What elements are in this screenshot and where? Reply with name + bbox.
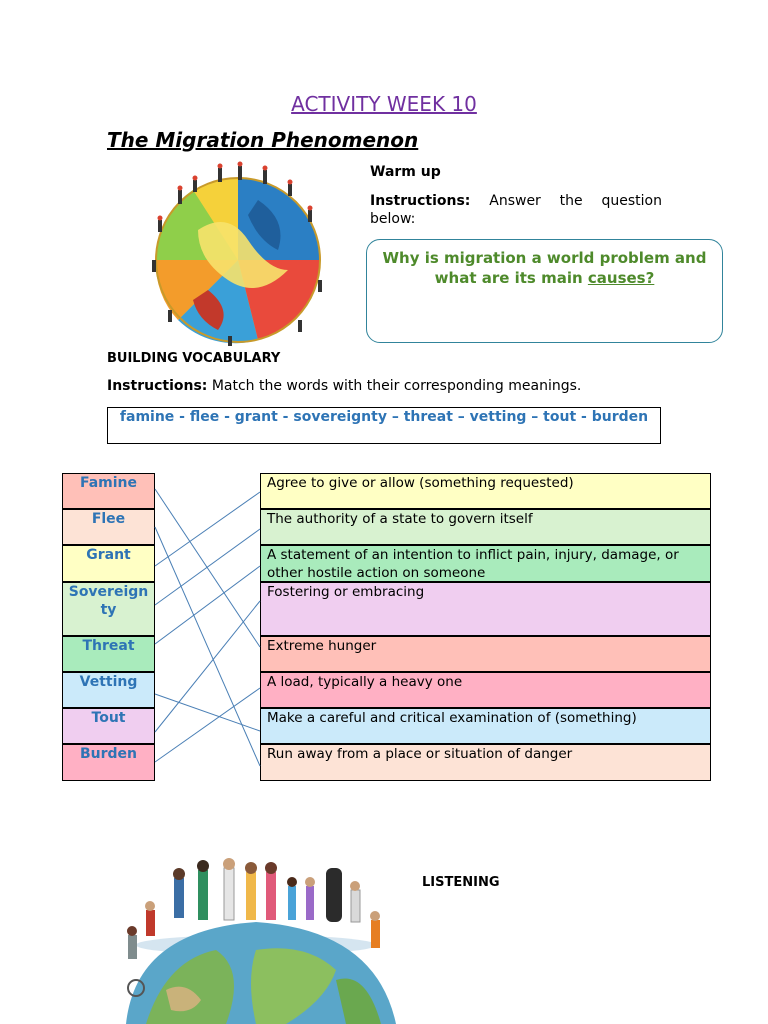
page-subtitle: The Migration Phenomenon [107,128,419,152]
question-main: Why is migration a world problem and what are its main [382,249,707,287]
match-line [155,492,260,566]
meaning-cell: Run away from a place or situation of danger [260,744,711,781]
question-box [366,239,723,343]
question-text [367,248,722,288]
match-line [155,601,260,732]
word-cell: Flee [62,509,155,545]
match-line [155,694,260,731]
word-cell: Famine [62,473,155,509]
meaning-cell: Make a careful and critical examination of (something) [260,708,711,744]
match-line [155,688,260,762]
vocabulary-heading: BUILDING VOCABULARY [107,351,281,366]
vocabulary-instructions-text: Match the words with their corresponding meanings. [207,378,582,394]
question-underlined: causes? [587,269,655,287]
word-cell: Tout [62,708,155,744]
warmup-heading: Warm up [370,164,441,180]
meaning-cell: Fostering or embracing [260,582,711,636]
match-line [155,489,260,647]
match-line [155,527,260,766]
word-cell: Burden [62,744,155,781]
word-cell: Threat [62,636,155,672]
warmup-instructions [370,192,662,228]
word-cell: Vetting [62,672,155,708]
meaning-cell: The authority of a state to govern itself [260,509,711,545]
meaning-cell: A load, typically a heavy one [260,672,711,708]
listening-heading: LISTENING [422,875,500,890]
meaning-cell: Agree to give or allow (something requested) [260,473,711,509]
vocabulary-instructions [107,378,581,394]
warmup-instructions-text: Answer the question below: [370,193,662,227]
word-cell: Grant [62,545,155,582]
warmup-instructions-label: Instructions: [370,193,471,209]
word-bank: famine - flee - grant - sovereignty – threat – vetting – tout - burden [107,407,661,444]
people-on-globe-illustration [106,850,406,1024]
meaning-cell: Extreme hunger [260,636,711,672]
match-line [155,566,260,644]
word-cell: Sovereign ty [62,582,155,636]
meaning-cell: A statement of an intention to inflict pain, injury, damage, or other hostile action on someone [260,545,711,582]
vocabulary-instructions-label: Instructions: [107,378,208,394]
page-title: ACTIVITY WEEK 10 [291,92,477,116]
migration-globe-illustration [138,160,338,350]
match-line [155,529,260,605]
